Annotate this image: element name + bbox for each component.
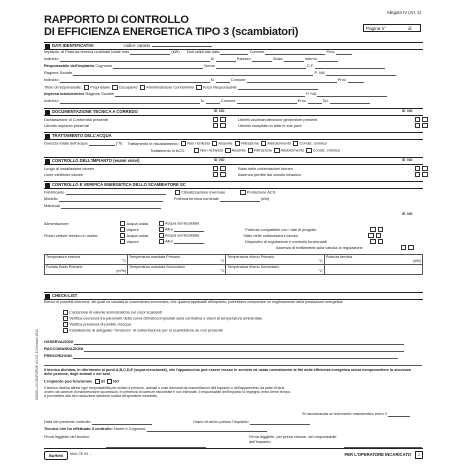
page-number-box: Pagina n° di [363, 24, 421, 32]
ragione-row: Ragione Sociale P. IVA [44, 71, 423, 76]
checklist-intro: Elenco di possibili interventi, dei quali va valutata la convenienza economica, che qualora applicabili all'impianto, potrebbero comportare un miglioramento della prestazione energetica: [44, 300, 344, 304]
indirizzo-row: Indirizzo N. Palazzo Scala Interno [44, 57, 423, 62]
trattamento-acs-row: Trattamento in ACS: Non richiesto Assente Filtrazione Addolcimento Condiz. chimico [150, 147, 341, 153]
buffetti-logo: Buffetti [44, 451, 68, 460]
fluido-row-2: Vapore Altro Dispositivi di regolazione e controllo funzionanti [44, 239, 423, 244]
firma-responsabile-label: Firma leggibile, per presa visione, del responsabile dell'impianto [249, 434, 337, 444]
firma-tecnico-label: Firma leggibile del tecnico [44, 434, 89, 439]
indirizzo2-row: Indirizzo N. Comune Prov. [44, 78, 423, 83]
funzionare-row: L'impianto può funzionare SÌ NO [44, 378, 119, 384]
section-dati-identificativi: DATI IDENTIFICATIVI codice catasto [44, 42, 423, 50]
checkbox[interactable] [196, 85, 201, 90]
footer-copy: PER L'OPERATORE INCARICATO [344, 452, 411, 457]
prescrizioni-row: PRESCRIZIONI [44, 354, 423, 359]
doc-row-2: Libretto impianto presente Libretto compilato in tutte le sue parti [44, 123, 423, 128]
form-sheet: Allegato IV (Art. 2) RAPPORTO DI CONTROLLO DI EFFICIENZA ENERGETICA TIPO 3 (scambiatori) Pagina n° di DATI IDENTIFICATIVI codice catasto Impianto: di Potenza termica nominale totale max (kW) Dati validi alla data Comune Prov. Indirizzo N. Palazzo Scala Interno Responsabile dell'impianto Cognome Nome C.F. Ragione Sociale P. IVA Indirizzo N. Comune Prov. Titolo di responsabile: Proprietario Occupante Amministratore Condominio Terzo Responsabile Impresa manutentrice Ragione Sociale P. IVA Indirizzo N. Comune Prov. Tel. DOCUMENTAZIONE TECNICA A CORREDO SÌ NO SÌ NO Dichiarazione di Conformità presente Libretti uso/manutenzione generatore presenti Libretto impianto presente Libretto compilato in tutte le sue parti TRATTAMENTO DELL'ACQUA Durezza totale dell'acqua (°fr) Trattamento in riscaldamento: Non richiesto Assente Filtrazione Addolcimento Condiz. chimico Trattamento in ACS: Non richiesto Assente Filtrazione Addolcimento Condiz. chimico CONTROLLO DELL'IMPIANTO (esami visivi) SÌ NO SÌ NO Luogo di installazione idoneo Stato delle coibentazioni idoneo Linee elettriche idonee Assenza perdite dal circuito idraulico CONTROLLO E VERIFICA ENERGETICA DELLO SCAMBIATORE SC Fabbricante Climatizzazione invernale Produzione ACS Modello Potenza termica nominale (kW) Matricola SÌ NO Alimentazione: Acqua calda Acqua surriscaldata Vapore Altro Potenza compatibile con i dati di progetto Fluido vettore termico in uscita: Acqua calda Acqua surriscaldata Stato delle coibentazioni idoneo Vapore Altro Dispositivi di regolazione e controllo funzionanti Assenza di trafilamenti sulla valvola di regolazione Temperatura esterna °C Temperatura mandata Primario °C Temperatura ritorno Primario °C Potenza termica (kW) Portata fluido Primario (m³/h) Temperatura mandata Secondario °C Temperatura ritorno Secondario °C CHECK-LIST Elenco di possibili interventi, dei quali va valutata la convenienza economica, che qualora applicabili all'impianto, potrebbero comportare un miglioramento della prestazione energetica: L'adozione di valvole termostatiche sui corpi scaldanti Verifica coerenza tra parametri della curva climatica impostati sulla centralina e valori di temperatura ambientale Verifica presenza di perdite d'acqua Installazione di adeguato "involucro" di coibentazione per lo scambiatore se non presente OSSERVAZIONI RACCOMANDAZIONI PRESCRIZIONI Il tecnico dichiara, in riferimento ai punti A,B,C,D,E (sopra menzionati), che l'apparecchio può essere messo in servizio ed usato normalmente ai fini della efficienza energetica senza compromettere la sicurezza delle persone, degli animali e dei beni. L'impianto può funzionare SÌ NO Il tecnico declina altresì ogni responsabilità per sinistri a persone, animali o cose derivanti da manomissioni dell'impianto o dell'apparecchio da parte di terzi, ovvero da carenze di manutenzione successiva. In presenza di carenze riscontrate e non eliminate, il responsabile dell'impianto si impegna, entro breve tempo, a provvedere alla loro risoluzione dandone notizia all'operatore incaricato. Si raccomanda un intervento manutentivo entro il Data del presente controllo Orario di arrivo presso l'impianto Tecnico che ha effettuato il controllo: Nome e Cognome Firma leggibile del tecnico Firma leggibile, per presa visione, del responsabile dell'impianto Buffetti Mod. CE 94 ... PER L'OPERATORE INCARICATO 1 [44, 0, 423, 465]
alimentazione-row-2: Vapore Altro Potenza compatibile con i dati di progetto [44, 227, 423, 232]
matricola-row: Matricola [44, 204, 423, 209]
osservazioni-row: OSSERVAZIONI [44, 340, 423, 345]
checklist-item-2: Verifica coerenza tra parametri della curva climatica impostati sulla centralina e valori di temperatura ambientale [62, 316, 441, 321]
checklist-item-3: Verifica presenza di perdite d'acqua [62, 322, 441, 327]
modello-row: Modello Potenza termica nominale (kW) [44, 196, 270, 201]
measurements-table: Temperatura esterna °C Temperatura mandata Primario °C Temperatura ritorno Primario °C Potenza termica (kW) Portata fluido Primario (m³/h) Temperatura mandata Secondario °C Temperatura ritorno Secondario °C [46, 255, 421, 273]
footer [44, 448, 423, 459]
checklist-item-1: L'adozione di valvole termostatiche sui corpi scaldanti [62, 310, 441, 315]
section-trattamento-acqua: TRATTAMENTO DELL'ACQUA [44, 132, 423, 140]
section-controllo-impianto: CONTROLLO DELL'IMPIANTO (esami visivi) [44, 157, 423, 165]
side-legal-text: MODELLO CONFORME al D.M. 10 febbraio 2014 [35, 329, 39, 400]
footer-code: Mod. CE 94 ... [70, 452, 92, 456]
checkbox[interactable] [140, 85, 145, 90]
controllo-row-1: Luogo di installazione idoneo Stato delle coibentazioni idoneo [44, 166, 423, 171]
responsabile-row: Responsabile dell'impianto Cognome Nome C.F. [44, 64, 423, 69]
titolo-row: Titolo di responsabile: Proprietario Occupante Amministratore Condominio Terzo Responsabile [44, 85, 423, 90]
section-documentazione: DOCUMENTAZIONE TECNICA A CORREDO [44, 108, 423, 116]
alimentazione-row: Alimentazione: Acqua calda Acqua surriscaldata [44, 220, 200, 226]
checkbox[interactable] [84, 85, 89, 90]
checkbox[interactable] [112, 85, 117, 90]
section-verifica-scambiatore: CONTROLLO E VERIFICA ENERGETICA DELLO SCAMBIATORE SC [44, 181, 423, 189]
tecnico-disclaimer: Il tecnico declina altresì ogni responsabilità per sinistri a persone, animali o cose derivanti da manomissioni dell'impianto o dell'apparecchio da parte di terzi, ovvero da carenze di manutenzione successiva. In presenza di carenze riscontrate e non eliminate, il responsabile dell'impianto si impegna, entro breve tempo, a provvedere alla loro risoluzione dandone notizia all'operatore incaricato. [44, 386, 291, 399]
fluido-row: Fluido vettore termico in uscita: Acqua calda Acqua surriscaldata Stato delle coibentazioni idoneo [44, 233, 423, 238]
impianto-row: Impianto: di Potenza termica nominale totale max (kW) Dati validi alla data Comune Prov. [44, 50, 423, 55]
trattamento-risc-row: Durezza totale dell'acqua (°fr) Trattamento in riscaldamento: Non richiesto Assente Filtrazione Addolcimento Condiz. chimico [44, 140, 327, 146]
data-controllo-row: Data del presente controllo Orario di arrivo presso l'impianto [44, 420, 423, 425]
copy-number: 1 [415, 451, 423, 459]
allegato-label: Allegato IV (Art. 2) [386, 10, 421, 15]
dichiarazione-text: Il tecnico dichiara, in riferimento ai punti A,B,C,D,E (sopra menzionati), che l'apparecchio può essere messo in servizio ed usato normalmente ai fini della efficienza energetica senza compromettere la sicurezza delle persone, degli animali e dei beni. [44, 368, 411, 377]
trafilamenti-row: Assenza di trafilamenti sulla valvola di regolazione [44, 245, 423, 250]
raccomandazioni-row: RACCOMANDAZIONI [44, 347, 423, 352]
raccomanda-row: Si raccomanda un intervento manutentivo entro il [302, 412, 422, 417]
doc-row-1: Dichiarazione di Conformità presente Libretti uso/manutenzione generatore presenti [44, 117, 423, 122]
fabbricante-row: Fabbricante Climatizzazione invernale Produzione ACS [44, 189, 276, 195]
page-title: RAPPORTO DI CONTROLLO DI EFFICIENZA ENERGETICA TIPO 3 (scambiatori) [44, 14, 299, 38]
tecnico-nome-row: Tecnico che ha effettuato il controllo: Nome e Cognome [44, 427, 423, 432]
impresa-row: Impresa manutentrice Ragione Sociale P. IVA [44, 92, 423, 97]
checklist-item-4: Installazione di adeguato "involucro" di coibentazione per lo scambiatore se non presente [62, 328, 441, 333]
impresa-indirizzo-row: Indirizzo N. Comune Prov. Tel. [44, 99, 423, 104]
controllo-row-2: Linee elettriche idonee Assenza perdite dal circuito idraulico [44, 172, 423, 177]
section-check-list: CHECK-LIST [44, 292, 423, 300]
